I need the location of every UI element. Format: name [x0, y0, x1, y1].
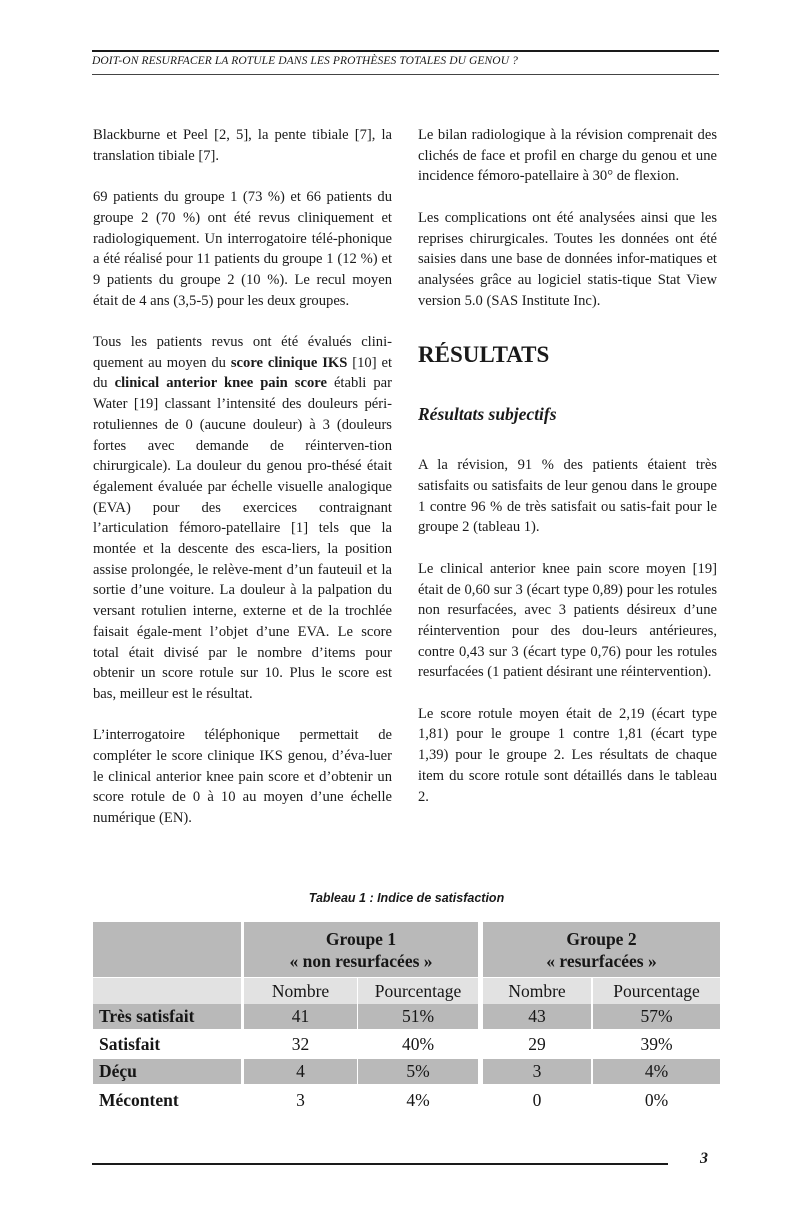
subheader-cell: Pourcentage	[358, 978, 478, 1004]
paragraph: 69 patients du groupe 1 (73 %) et 66 patients du groupe 2 (70 %) ont été revus cliniquement et radiologiquement. Un interrogatoire télé-phonique a été réalisé pour 11 patients du groupe 1 (12 %) et 9 patients du groupe 2 (10 %). Le recul moyen était de 4 ans (3,5-5) pour les deux groupes.	[93, 189, 392, 309]
group1-subtitle: « non resurfacées »	[289, 950, 433, 971]
row-label: Très satisfait	[93, 1004, 241, 1029]
group1-header	[244, 922, 478, 977]
table-cell: 57%	[593, 1004, 720, 1029]
header-rule-bottom	[92, 74, 719, 75]
table-cell: 40%	[401, 1033, 435, 1054]
paragraph: Les complications ont été analysées ainsi que les reprises chirurgicales. Toutes les données ont été saisies dans une base de données infor-matiques et analysées grâce au logiciel statis-tique Stat View version 5.0 (SAS Institute Inc).	[418, 209, 717, 309]
table-caption: Tableau 1 : Indice de satisfaction	[308, 891, 505, 905]
group2-subtitle: « resurfacées »	[546, 950, 657, 971]
paragraph: Le bilan radiologique à la révision comprenait des clichés de face et profil en charge du genou et une incidence fémoro-patellaire à 30° de flexion.	[418, 127, 717, 185]
header-rule-top	[92, 50, 719, 52]
paragraph: Blackburne et Peel [2, 5], la pente tibiale [7], la translation tibiale [7].	[93, 127, 392, 164]
group1-title: Groupe 1	[325, 928, 397, 949]
subheader-blank	[93, 978, 241, 1004]
paragraph: L’interrogatoire téléphonique permettait de compléter le score clinique IKS genou, d’éva-luer le clinical anterior knee pain score et d’obtenir un score rotule de 0 à 10 au moyen d’une échelle numérique (EN).	[93, 727, 392, 827]
text-run: établi par Water [19] classant l’intensité des douleurs péri-rotuliennes de 0 (aucune douleur) à 3 (douleurs fortes avec demande de réinterven-tion chirurgicale). La douleur du genou pro-thésé était également évaluée par échelle visuelle analogique (EVA) pour des exercices contraignant l’articulation fémoro-patellaire [1] tels que la montée et la descente des esca-liers, la position assise prolongée, le relève-ment d’un fauteuil et la sortie d’une voiture. La douleur à la palpation du versant rotulien interne, externe et de la trochlée faisait égale-ment l’objet d’une EVA. Le score total était divisé par le nombre d’items pour obtenir un score rotule sur 10. Plus le score est bas, meilleur est le résultat.	[93, 375, 392, 702]
bold-term: clinical anterior knee pain score	[114, 375, 327, 392]
table-cell: 32	[291, 1033, 310, 1054]
table-cell: 4%	[593, 1059, 720, 1084]
table-cell: 3	[483, 1059, 591, 1084]
table-cell: 39%	[640, 1033, 673, 1054]
table-cell: 41	[244, 1004, 357, 1029]
paragraph: Le clinical anterior knee pain score moyen [19] était de 0,60 sur 3 (écart type 0,89) pour les rotules non resurfacées, avec 3 patients désireux d’une réintervention pour des dou-leurs antérieures, contre 0,43 sur 3 (écart type 0,76) pour les rotules resurfacées (1 patient désirant une réintervention).	[418, 560, 717, 681]
section-title: RÉSULTATS	[418, 342, 550, 368]
table-cell: 43	[483, 1004, 591, 1029]
subheader-cell: Pourcentage	[593, 978, 720, 1004]
table-cell: 4%	[406, 1089, 430, 1110]
table-cell: 0	[532, 1089, 542, 1110]
table-corner-cell	[93, 922, 241, 977]
text-run: Tous les patients revus ont été évalués clini-quement au moyen du	[93, 334, 392, 371]
satisfaction-table	[93, 922, 720, 1118]
bold-term: score clinique IKS	[230, 354, 348, 371]
table-cell: 51%	[358, 1004, 478, 1029]
table-cell: 5%	[358, 1059, 478, 1084]
table-cell: 29	[528, 1033, 546, 1054]
paragraph	[93, 332, 392, 705]
footer-rule	[92, 1163, 668, 1165]
left-column	[93, 125, 392, 850]
table-cell: 0%	[644, 1089, 669, 1110]
table-cell: 3	[296, 1089, 305, 1110]
running-title: DOIT-ON RESURFACER LA ROTULE DANS LES PROTHÈSES TOTALES DU GENOU ?	[92, 55, 518, 67]
page-number: 3	[700, 1150, 708, 1167]
group2-title: Groupe 2	[566, 928, 637, 949]
paragraph: A la révision, 91 % des patients étaient très satisfaits ou satisfaits de leur genou dans le groupe 1 contre 96 % de très satisfait ou satis-fait pour le groupe 2 (tableau 1).	[418, 457, 717, 536]
row-label: Déçu	[93, 1059, 241, 1084]
row-label: Satisfait	[99, 1033, 161, 1054]
right-column	[418, 125, 717, 828]
subheader-cell: Nombre	[244, 978, 357, 1004]
subsection-title: Résultats subjectifs	[418, 404, 557, 425]
row-label: Mécontent	[99, 1089, 179, 1110]
text-run: [10] et du	[93, 354, 392, 392]
subheader-cell: Nombre	[483, 978, 591, 1004]
table-cell: 4	[244, 1059, 357, 1084]
paragraph: Le score rotule moyen était de 2,19 (écart type 1,81) pour le groupe 1 contre 1,81 (écart type 1,39) pour le groupe 2. Les résultats de chaque item du score rotule sont détaillés dans le tableau 2.	[418, 705, 717, 805]
group2-header	[483, 922, 720, 977]
